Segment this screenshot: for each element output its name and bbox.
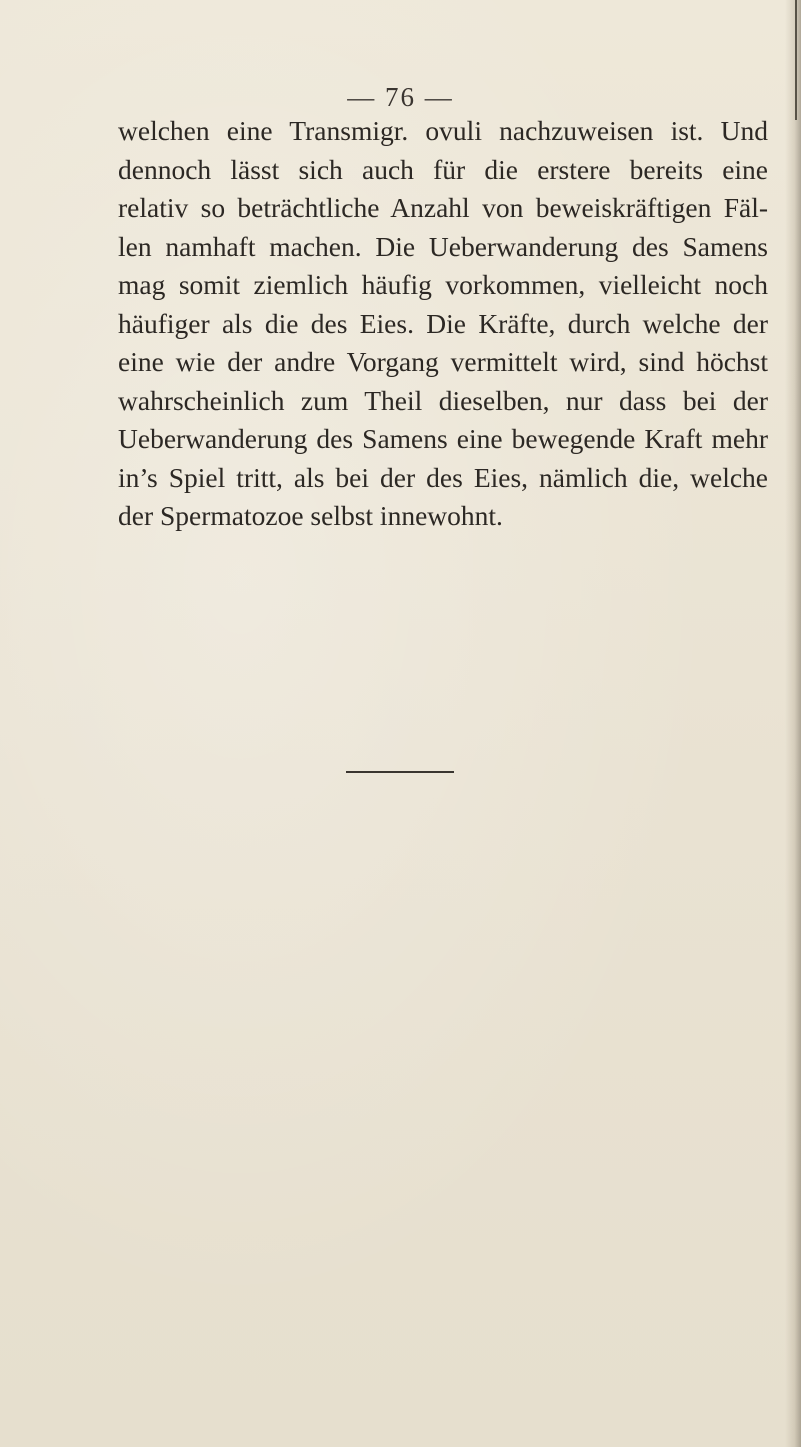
text-line: mag somit ziemlich häufig vorkommen, vielleicht noch — [118, 269, 768, 300]
text-line: relativ so beträchtliche Anzahl von beweiskräftigen Fäl- — [118, 192, 768, 223]
text-line: in’s Spiel tritt, als bei der des Eies, nämlich die, welche — [118, 461, 768, 493]
text-line: dennoch lässt sich auch für die erstere bereits eine — [118, 153, 768, 185]
text-line: eine wie der andre Vorgang vermittelt wird, sind höchst — [118, 346, 768, 377]
text-line: len namhaft machen. Die Ueberwanderung des Samens — [118, 230, 768, 262]
text-line: der Spermatozoe selbst innewohnt. — [118, 500, 503, 531]
page-edge-shadow — [785, 0, 801, 1447]
text-line: Ueberwanderung des Samens eine bewegende Kraft mehr — [118, 423, 768, 454]
text-line: welchen eine Transmigr. ovuli nachzuweisen ist. Und — [118, 115, 768, 146]
section-end-rule — [346, 771, 454, 773]
body-paragraph — [118, 112, 768, 536]
text-line: häufiger als die des Eies. Die Kräfte, durch welche der — [118, 307, 768, 339]
text-line: wahrscheinlich zum Theil dieselben, nur dass bei der — [118, 384, 768, 416]
page-number: — 76 — — [347, 82, 454, 112]
